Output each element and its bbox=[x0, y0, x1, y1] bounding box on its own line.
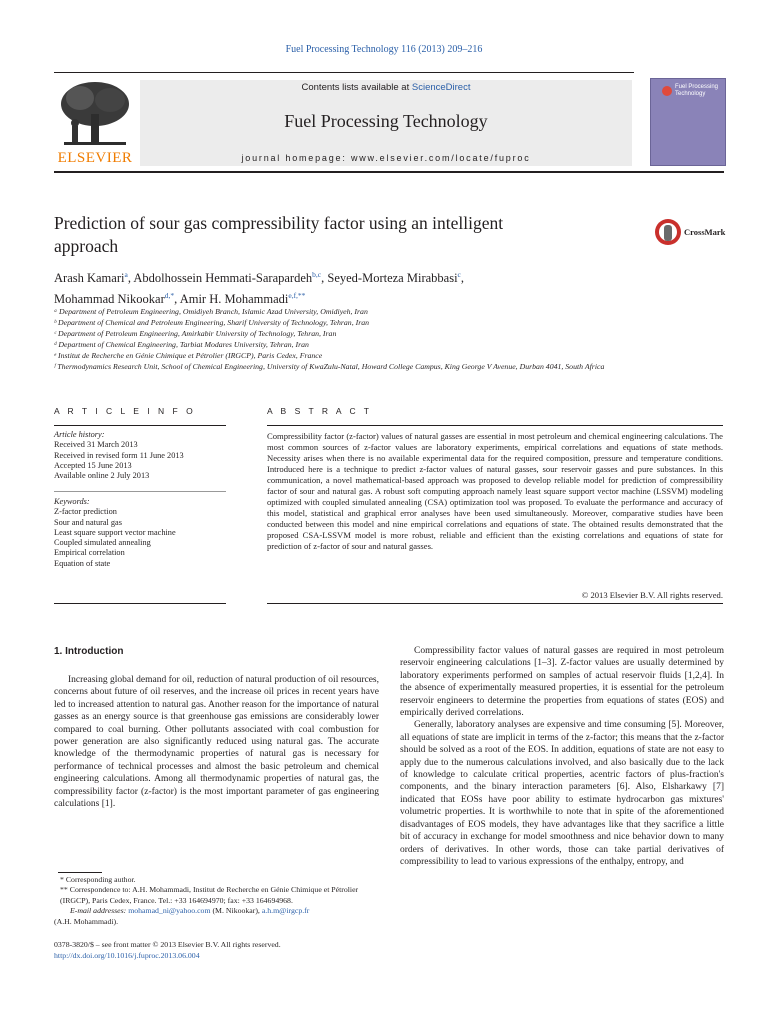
history-item: Available online 2 July 2013 bbox=[54, 471, 150, 481]
email-link[interactable]: mohamad_ni@yahoo.com bbox=[128, 906, 211, 916]
affiliation-item: ᶜ Department of Petroleum Engineering, Amirkabir University of Technology, Tehran, Iran bbox=[54, 328, 337, 338]
article-history bbox=[54, 430, 229, 481]
article-info-heading: A R T I C L E I N F O bbox=[54, 406, 196, 416]
abstract-bottom-rule bbox=[267, 603, 723, 604]
keywords bbox=[54, 497, 229, 569]
keyword-item: Sour and natural gas bbox=[54, 517, 122, 527]
keyword-item: Coupled simulated annealing bbox=[54, 538, 151, 548]
author-name[interactable]: Amir H. Mohammadi bbox=[179, 292, 289, 307]
affiliation-item: ᵃ Department of Petroleum Engineering, Omidiyeh Branch, Islamic Azad University, Omidiyeh, Iran bbox=[54, 307, 368, 316]
intro-right-column bbox=[400, 645, 724, 868]
affiliation-item: ᶠ Thermodynamics Research Unit, School of Chemical Engineering, University of KwaZulu-Natal, Howard College Campus, King George V Avenue, Durban 4041, South Africa bbox=[54, 361, 605, 371]
journal-reference[interactable]: Fuel Processing Technology 116 (2013) 209–216 bbox=[285, 44, 483, 55]
author-separator: , bbox=[460, 271, 465, 286]
publisher-name: ELSEVIER bbox=[57, 150, 133, 166]
author-name[interactable]: Mohammad Nikookar bbox=[54, 292, 165, 307]
author-affil-sup[interactable]: d,* bbox=[164, 291, 175, 301]
author-affil-sup[interactable]: b,c bbox=[312, 270, 322, 279]
email-owner: (M. Nikookar), bbox=[210, 906, 262, 916]
issn-line bbox=[54, 939, 379, 961]
doi-link[interactable]: http://dx.doi.org/10.1016/j.fuproc.2013.06.004 bbox=[54, 951, 200, 960]
keyword-item: Empirical correlation bbox=[54, 548, 125, 558]
article-title: Prediction of sour gas compressibility factor using an intelligent approach bbox=[54, 213, 504, 256]
article-info-bottom-rule bbox=[54, 603, 226, 604]
history-item: Accepted 15 June 2013 bbox=[54, 460, 132, 470]
author-name[interactable]: Seyed-Morteza Mirabbasi bbox=[327, 271, 458, 286]
intro-paragraph: Increasing global demand for oil, reduction of natural production of oil resources, concerns about future of oil reserves, and the increase oil prices in recent years have led to increased attention to natural gas. Another reason for the importance of natural gasses as an energy source is that greenhouse gas emissions are considerably lower compared to coal burning. Other pollutants associated with coal combustion for power generation are also significantly reduced using natural gas. The accurate knowledge of the thermodynamic properties of natural gas is necessary for performance of technical processes and almost the basic petroleum and chemical engineering calculations. Among all thermodynamic properties of natural gas, the compressibility factor (z-factor) is the most important parameter of gas engineering calculations [1]. bbox=[54, 675, 379, 810]
issn-text: 0378-3820/$ – see front matter © 2013 Elsevier B.V. All rights reserved. bbox=[54, 940, 281, 949]
author-list bbox=[54, 266, 614, 308]
homepage-link[interactable]: www.elsevier.com/locate/fuproc bbox=[350, 153, 531, 163]
keyword-item: Equation of state bbox=[54, 558, 111, 568]
author-affil-sup[interactable]: a bbox=[124, 270, 128, 279]
article-info-rule bbox=[54, 425, 226, 426]
email-owner: (A.H. Mohammadi). bbox=[54, 916, 119, 926]
history-item: Received 31 March 2013 bbox=[54, 440, 138, 450]
abstract-text: Compressibility factor (z-factor) values of natural gasses are essential in most petroleum and chemical engineering calculations. The most common sources of z-factor values are laboratory experiments, empirical correlations and equations of state methods. Necessity arises when there is no available experimental data for the required composition, pressure and temperature conditions. Introduced here is a technique to predict z-factor values of natural gasses, sour reservoir gasses and pure substances. In this communication, a novel mathematical-based approach was proposed to develop reliable model for prediction of compressibility factor of sour and natural gas. A robust soft computing approach namely least square support vector machine (LSSVM) modeling optimized with coupled simulated annealing (CSA) optimization tool was proposed. To evaluate the performance and accuracy of this model, statistical and graphical error analyses have been used simultaneously. Moreover, comparative studies have been conducted between this model and nine empirical correlations and equations of state. The obtained results demonstrated that the proposed CSA-LSSVM model is more robust, reliable and efficient than the existing correlations and equations of state for prediction of z-factor of sour and natural gasses. bbox=[267, 431, 723, 551]
footnote-rule bbox=[58, 872, 102, 873]
header-top-rule bbox=[54, 72, 634, 73]
history-item: Received in revised form 11 June 2013 bbox=[54, 450, 184, 460]
history-label: Article history: bbox=[54, 430, 105, 439]
article-info-divider bbox=[54, 491, 226, 492]
keyword-item: Least square support vector machine bbox=[54, 527, 176, 537]
author-name[interactable]: Arash Kamari bbox=[54, 271, 125, 286]
intro-heading: 1. Introduction bbox=[54, 646, 124, 657]
abstract-rule bbox=[267, 425, 723, 426]
crossmark-icon[interactable] bbox=[654, 218, 682, 246]
footnotes bbox=[54, 875, 379, 927]
author-affil-sup[interactable]: e,f,** bbox=[288, 291, 306, 301]
affiliation-item: ᵉ Institut de Recherche en Génie Chimique et Pétrolier (IRGCP), Paris Cedex, France bbox=[54, 350, 323, 360]
author-separator: , bbox=[127, 271, 134, 286]
crossmark-label[interactable]: CrossMark bbox=[684, 227, 726, 237]
author-name[interactable]: Abdolhossein Hemmati-Sarapardeh bbox=[133, 271, 313, 286]
abstract-heading: A B S T R A C T bbox=[267, 406, 373, 416]
keywords-label: Keywords: bbox=[54, 497, 90, 506]
footnote-corresponding: * Corresponding author. bbox=[60, 875, 136, 884]
header-bottom-rule bbox=[54, 171, 724, 173]
affiliations bbox=[54, 307, 734, 372]
intro-paragraph: Generally, laboratory analyses are expensive and time consuming [5]. Moreover, all equations of state are implicit in terms of the z-factor; this means that the z-factor should be solved as a root of the EOS. In addition, equations of state are not easy to apply due to the numerous calculations involved, and also basically due to the lack of knowledge to calculate critical properties, acentric factors of plus-fraction's components, and the binary interaction parameters [6]. Also, Elsharkawy [7] indicated that EOSs have poor ability to estimate hydrocarbon gas mixtures' volumetric properties. It is worthwhile to note that in spite of the aforementioned disadvantages of EOS models, they have advantages like that they sacrifice a little bit of accuracy in exchange for model smoothness and nice behavior down to many orders of derivatives. In other words, those can take partial derivatives of compressibility to lead to various expressions of the enthalpy, entropy, and bbox=[400, 720, 724, 867]
intro-left-column bbox=[54, 674, 379, 810]
keyword-item: Z-factor prediction bbox=[54, 507, 117, 517]
cover-title: Fuel Processing Technology bbox=[675, 84, 719, 97]
email-link[interactable]: a.h.m@irgcp.fr bbox=[261, 906, 310, 916]
sciencedirect-link[interactable]: ScienceDirect bbox=[411, 82, 471, 93]
author-affil-sup[interactable]: c bbox=[457, 270, 461, 279]
contents-line: Contents lists available at ScienceDirect bbox=[301, 82, 471, 93]
abstract-copyright: © 2013 Elsevier B.V. All rights reserved. bbox=[581, 590, 723, 600]
footnote-emails bbox=[54, 906, 379, 916]
journal-homepage: journal homepage: www.elsevier.com/locate/fuproc bbox=[241, 153, 531, 163]
email-label: E-mail addresses: bbox=[70, 906, 129, 916]
footnote-correspondence: ** Correspondence to: A.H. Mohammadi, Institut de Recherche en Génie Chimique et Pétrolier (IRGCP), Paris Cedex, France. Tel.: +33 164694970; fax: +33 164694968. bbox=[60, 885, 359, 905]
affiliation-item: ᵇ Department of Chemical and Petroleum Engineering, Sharif University of Technology, Tehran, Iran bbox=[54, 317, 370, 327]
journal-name: Fuel Processing Technology bbox=[284, 111, 488, 131]
author-separator: , bbox=[321, 271, 328, 286]
affiliation-item: ᵈ Department of Chemical Engineering, Tarbiat Modares University, Tehran, Iran bbox=[54, 339, 309, 349]
author-separator: , bbox=[174, 292, 180, 307]
intro-paragraph: Compressibility factor values of natural gasses are required in most petroleum reservoir engineering calculations [1–3]. Z-factor values are usually determined by laboratory experiments performed on samples of actual reservoir fluids [1,2,4]. In the absence of experimentally measured properties, it is essential for the petroleum reservoir engineers to determine the properties from equations of states (EOS) and empirically derived correlations. bbox=[400, 646, 724, 719]
